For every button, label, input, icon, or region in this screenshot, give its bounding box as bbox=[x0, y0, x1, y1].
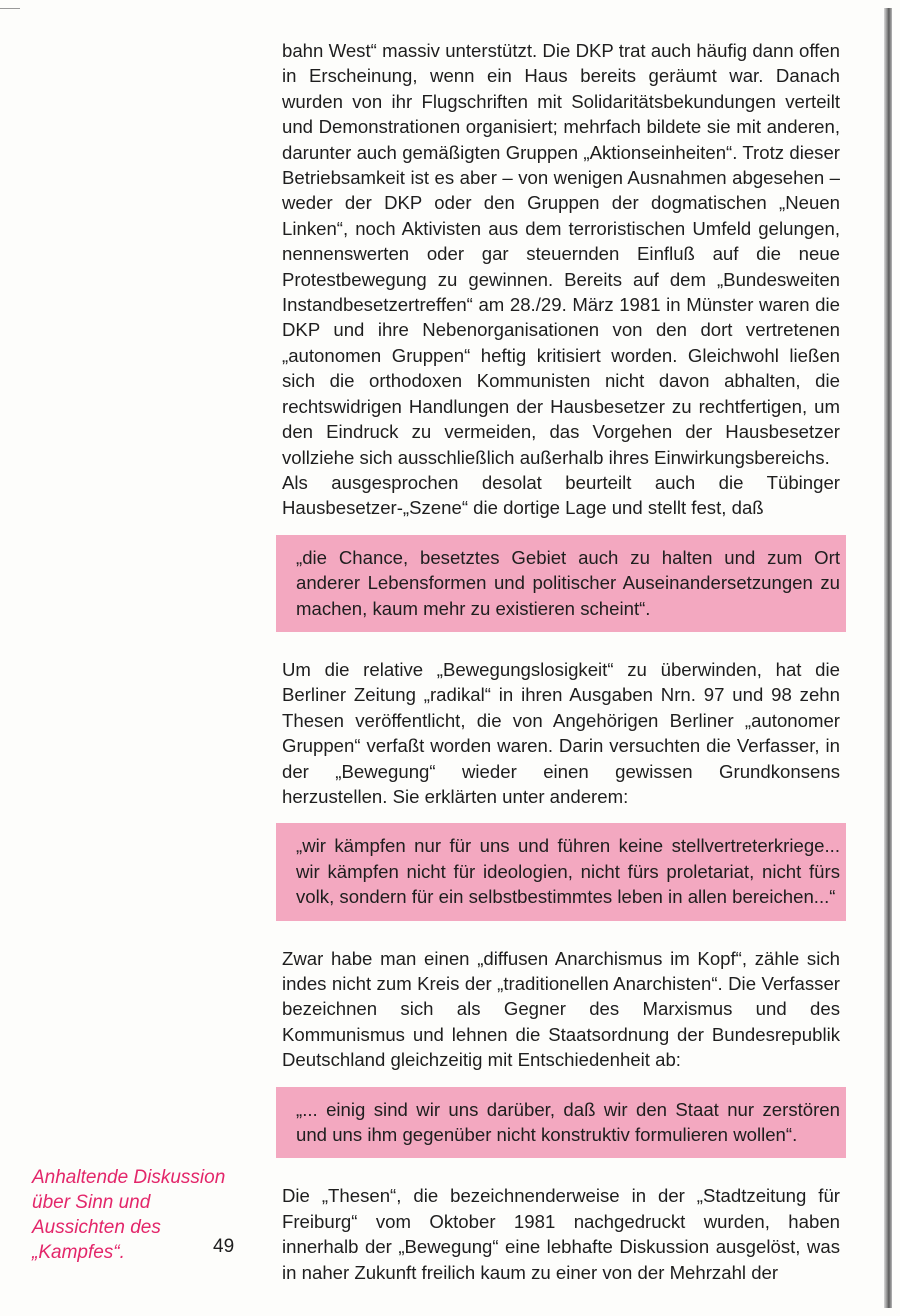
quote-tuebingen: „die Chance, besetztes Gebiet auch zu halten und zum Ort anderer Lebensformen und politischer Auseinandersetzungen zu machen, kaum mehr zu existieren scheint“. bbox=[276, 535, 846, 632]
paragraph-dkp-influence: bahn West“ massiv unterstützt. Die DKP trat auch häufig dann offen in Erscheinung, wenn ein Haus bereits geräumt war. Danach wurden von ihr Flugschriften mit Solidaritätsbekundungen verteilt und Demonstrationen organisiert; mehrfach bildete sie mit anderen, darunter auch gemäßigten Gruppen „Aktionseinheiten“. Trotz dieser Betriebsamkeit ist es aber – von wenigen Ausnahmen abgesehen – weder der DKP oder den Gruppen der dogmatischen „Neuen Linken“, noch Aktivisten aus dem terroristischen Umfeld gelungen, nennenswerten oder gar steuernden Einfluß auf die neue Protestbewegung zu gewinnen. Bereits auf dem „Bundesweiten Instandbesetzertreffen“ am 28./29. März 1981 in Münster waren die DKP und ihre Nebenorganisationen von den dort vertretenen „autonomen Gruppen“ heftig kritisiert worden. Gleichwohl ließen sich die orthodoxen Kommunisten nicht davon abhalten, die rechtswidrigen Handlungen der Hausbesetzer zu rechtfertigen, um den Eindruck zu vermeiden, das Vorgehen der Hausbesetzer vollziehe sich ausschließlich außerhalb ihres Einwirkungsbereichs. bbox=[282, 40, 840, 468]
quote-we-fight: „wir kämpfen nur für uns und führen keine stellvertreterkriege... wir kämpfen nicht für ideologien, nicht fürs proletariat, nicht fürs volk, sondern für ein selbstbestimmtes leben in allen bereichen...“ bbox=[276, 823, 846, 920]
page-number: 49 bbox=[213, 1236, 235, 1257]
quote-destroy-state: „... einig sind wir uns darüber, daß wir den Staat nur zerstören und uns ihm gegenüber nicht konstruktiv formulieren wollen“. bbox=[276, 1087, 846, 1159]
page-binding-shadow bbox=[884, 8, 892, 1308]
paragraph-theses-reprint: Die „Thesen“, die bezeichnenderweise in der „Stadtzeitung für Freiburg“ vom Oktober 1981 nachgedruckt wurden, haben innerhalb der „Bewegung“ eine lebhafte Diskussion ausgelöst, was in naher Zukunft freilich kaum zu einer von der Mehrzahl der bbox=[282, 1185, 840, 1283]
paragraph-anarchism: Zwar habe man einen „diffusen Anarchismus im Kopf“, zähle sich indes nicht zum Kreis der „traditionellen Anarchisten“. Die Verfasser bezeichnen sich als Gegner des Marxismus und des Kommunismus und lehnen die Staatsordnung der Bundesrepublik Deutschland gleichzeitig mit Entschiedenheit ab: bbox=[282, 947, 840, 1071]
paragraph-berlin-theses: Um die relative „Bewegungslosigkeit“ zu überwinden, hat die Berliner Zeitung „radikal“ in ihren Ausgaben Nrn. 97 und 98 zehn Thesen veröffentlicht, die von Angehörigen Berliner „autonomer Gruppen“ verfaßt worden waren. Darin versuchten die Verfasser, in der „Bewegung“ wieder einen gewissen Grundkonsens herzustellen. Sie erklärten unter anderem: bbox=[282, 658, 840, 807]
main-text-column bbox=[282, 38, 840, 1285]
paragraph-tuebingen-intro: Als ausgesprochen desolat beurteilt auch die Tübinger Hausbesetzer-„Szene“ die dortige Lage und stellt fest, daß bbox=[282, 471, 840, 519]
margin-note: Anhaltende Diskussion über Sinn und Aussichten des „Kampfes“. bbox=[32, 1167, 226, 1263]
page-edge-mark bbox=[0, 8, 20, 9]
